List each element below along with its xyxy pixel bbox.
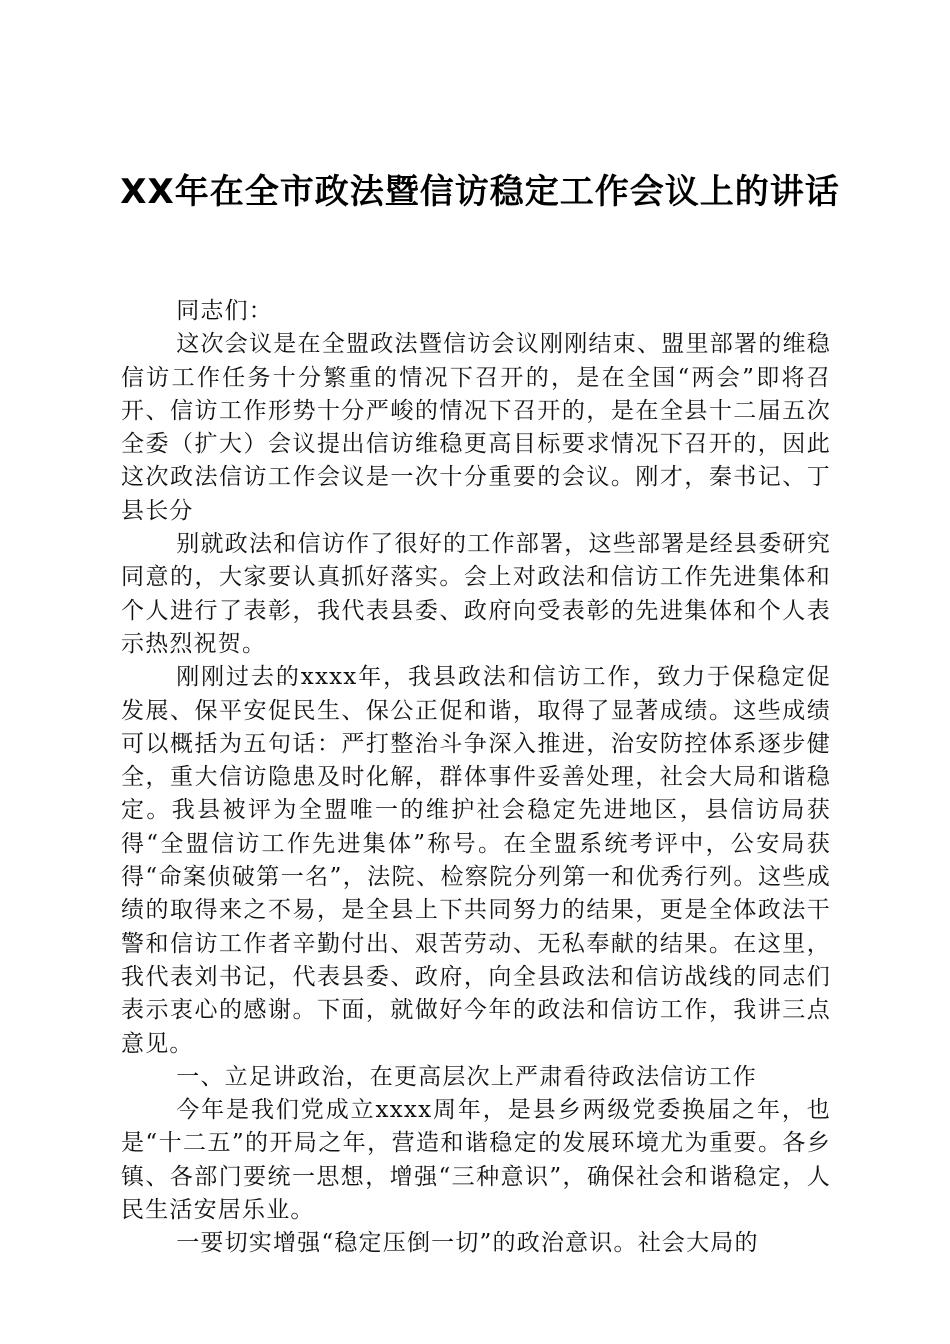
salutation-paragraph: 同志们：	[176, 298, 273, 324]
body-paragraph: 这次会议是在全盟政法暨信访会议刚刚结束、盟里部署的维稳信访工作任务十分繁重的情况下召开的，是在全国“两会”即将召开、信访工作形势十分严峻的情况下召开的，是在全县十二届五次全委（扩大）会议提出信访维稳更高目标要求情况下召开的，因此这次政法信访工作会议是一次十分重要的会议。刚才，秦书记、丁县长分	[121, 331, 831, 524]
body-paragraph: 刚刚过去的xxxx年，我县政法和信访工作，致力于保稳定促发展、保平安促民生、保公正促和谐，取得了显著成绩。这些成绩可以概括为五句话：严打整治斗争深入推进，治安防控体系逐步健全，重大信访隐患及时化解，群体事件妥善处理，社会大局和谐稳定。我县被评为全盟唯一的维护社会稳定先进地区，县信访局获得“全盟信访工作先进集体”称号。在全盟系统考评中，公安局获得“命案侦破第一名”，法院、检察院分列第一和优秀行列。这些成绩的取得来之不易，是全县上下共同努力的结果，更是全体政法干警和信访工作者辛勤付出、艰苦劳动、无私奉献的结果。在这里，我代表刘书记，代表县委、政府，向全县政法和信访战线的同志们表示衷心的感谢。下面，就做好今年的政法和信访工作，我讲三点意见。	[121, 664, 831, 1057]
section-heading: 一、立足讲政治，在更高层次上严肃看待政法信访工作	[176, 1063, 757, 1090]
body-paragraph: 别就政法和信访作了很好的工作部署，这些部署是经县委研究同意的，大家要认真抓好落实。会上对政法和信访工作先进集体和个人进行了表彰，我代表县委、政府向受表彰的先进集体和个人表示热烈祝贺。	[121, 531, 831, 657]
body-paragraph: 今年是我们党成立xxxx周年，是县乡两级党委换届之年，也是“十二五”的开局之年，营造和谐稳定的发展环境尤为重要。各乡镇、各部门要统一思想，增强“三种意识”，确保社会和谐稳定，人民生活安居乐业。	[121, 1097, 831, 1224]
body-paragraph: 一要切实增强“稳定压倒一切”的政治意识。社会大局的	[176, 1230, 759, 1257]
document-body	[121, 295, 831, 1261]
document-title: XX年在全市政法暨信访稳定工作会议上的讲话	[120, 172, 840, 212]
